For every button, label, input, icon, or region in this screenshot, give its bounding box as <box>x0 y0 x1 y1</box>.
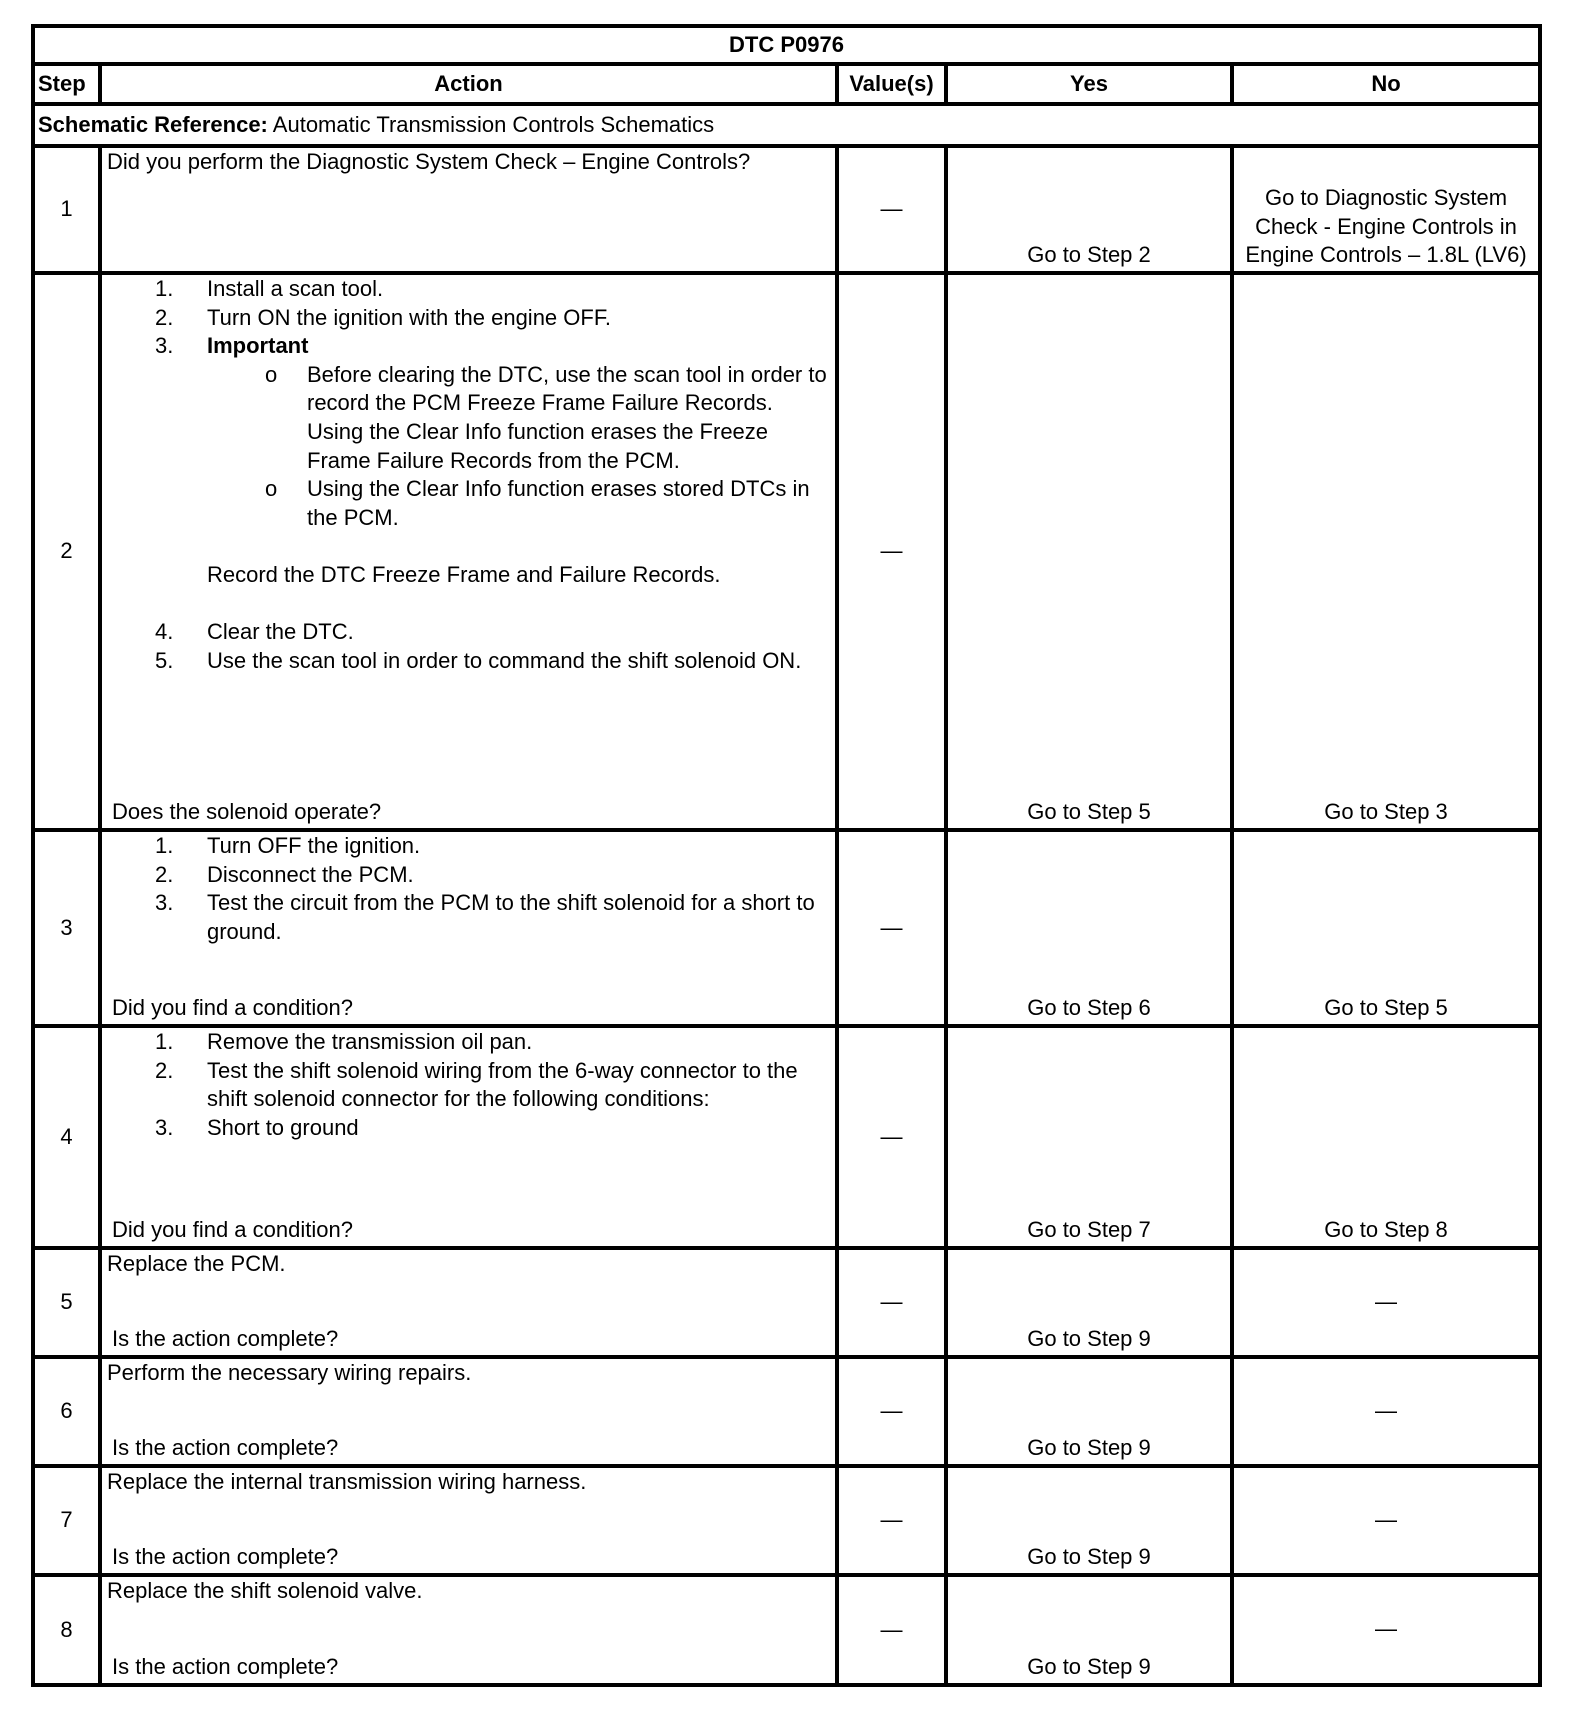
step-number: 3 <box>33 830 100 1026</box>
numbered-step <box>107 618 835 647</box>
action-content <box>107 1028 835 1246</box>
step-index: 1. <box>155 833 174 858</box>
action-text: Disconnect the PCM. <box>207 861 414 887</box>
bullet-item <box>107 475 835 532</box>
step-number: 7 <box>33 1466 100 1575</box>
table-row <box>33 1248 1540 1357</box>
yes-result[interactable]: Go to Step 5 <box>946 273 1232 830</box>
step-index: 5. <box>155 647 174 673</box>
step-index: 2. <box>155 861 174 887</box>
action-cell <box>100 1026 837 1248</box>
table-row <box>33 273 1540 830</box>
no-result: — <box>1232 1466 1540 1575</box>
no-result[interactable]: Go to Step 5 <box>1232 830 1540 1026</box>
action-question: Is the action complete? <box>112 1544 339 1570</box>
step-index: 1. <box>155 1029 174 1054</box>
action-text: Did you perform the Diagnostic System Check – Engine Controls? <box>107 149 751 174</box>
value-cell: — <box>837 1248 946 1357</box>
no-result: — <box>1232 1575 1540 1685</box>
yes-result[interactable]: Go to Step 6 <box>946 830 1232 1026</box>
action-text <box>107 148 835 177</box>
action-cell <box>100 1357 837 1466</box>
blank-line <box>107 532 835 561</box>
table-row <box>33 1026 1540 1248</box>
action-content <box>107 1468 835 1573</box>
numbered-step <box>107 647 835 676</box>
value-cell: — <box>837 1575 946 1685</box>
step-number: 6 <box>33 1357 100 1466</box>
action-question: Does the solenoid operate? <box>112 799 382 825</box>
step-index: 4. <box>155 619 174 645</box>
action-content <box>107 832 835 1024</box>
action-text <box>107 1577 835 1606</box>
table-row <box>33 1466 1540 1575</box>
value-cell: — <box>837 146 946 273</box>
action-content <box>107 275 835 828</box>
action-content <box>107 1577 835 1683</box>
bullet-icon: o <box>265 476 278 502</box>
action-text: Important <box>207 333 309 359</box>
numbered-step <box>107 1028 835 1057</box>
action-content <box>107 1250 835 1355</box>
action-text <box>107 1250 835 1279</box>
action-text: Turn ON the ignition with the engine OFF. <box>207 304 611 330</box>
action-text: Test the shift solenoid wiring from the 6-way connector to the shift solenoid connector for the following conditions: <box>207 1057 798 1112</box>
action-cell <box>100 1248 837 1357</box>
action-text: Before clearing the DTC, use the scan tool in order to record the PCM Freeze Frame Failure Records. Using the Clear Info function erases the Freeze Frame Failure Records from the PCM. <box>307 361 827 473</box>
schematic-label: Schematic Reference: <box>38 111 268 137</box>
action-text: Replace the PCM. <box>107 1251 286 1276</box>
table-row <box>33 146 1540 273</box>
yes-result[interactable]: Go to Step 9 <box>946 1466 1232 1575</box>
value-cell: — <box>837 1357 946 1466</box>
value-cell: — <box>837 830 946 1026</box>
yes-result[interactable]: Go to Step 9 <box>946 1357 1232 1466</box>
action-text: Install a scan tool. <box>207 276 384 301</box>
header-step: Step <box>33 64 100 104</box>
step-number: 1 <box>33 146 100 273</box>
action-cell <box>100 1575 837 1685</box>
table-row <box>33 1575 1540 1685</box>
diagnostic-table <box>31 24 1542 1687</box>
no-result: — <box>1232 1357 1540 1466</box>
table-row <box>33 830 1540 1026</box>
step-index: 2. <box>155 304 174 330</box>
action-text: Remove the transmission oil pan. <box>207 1029 533 1054</box>
schematic-reference <box>33 104 1540 146</box>
numbered-step <box>107 275 835 304</box>
numbered-step <box>107 1057 835 1114</box>
step-number: 2 <box>33 273 100 830</box>
numbered-step <box>107 889 835 946</box>
action-question: Is the action complete? <box>112 1326 339 1352</box>
value-cell: — <box>837 1026 946 1248</box>
value-cell: — <box>837 273 946 830</box>
yes-result[interactable]: Go to Step 9 <box>946 1575 1232 1685</box>
numbered-step <box>107 861 835 890</box>
header-values: Value(s) <box>837 64 946 104</box>
step-number: 5 <box>33 1248 100 1357</box>
step-index: 3. <box>155 890 174 916</box>
action-cell <box>100 1466 837 1575</box>
action-cell <box>100 273 837 830</box>
step-number: 4 <box>33 1026 100 1248</box>
header-yes: Yes <box>946 64 1232 104</box>
action-text: Test the circuit from the PCM to the shift solenoid for a short to ground. <box>207 890 815 944</box>
table-title: DTC P0976 <box>33 26 1540 64</box>
step-index: 3. <box>155 333 174 359</box>
bullet-item <box>107 361 835 475</box>
action-text: Use the scan tool in order to command the shift solenoid ON. <box>207 647 802 673</box>
step-number: 8 <box>33 1575 100 1685</box>
step-index: 1. <box>155 276 174 301</box>
action-text: Turn OFF the ignition. <box>207 833 421 858</box>
header-action: Action <box>100 64 837 104</box>
numbered-step <box>107 304 835 333</box>
action-text: Short to ground <box>207 1114 359 1140</box>
action-text: Record the DTC Freeze Frame and Failure Records. <box>207 561 721 587</box>
numbered-step <box>107 832 835 861</box>
yes-result[interactable]: Go to Step 7 <box>946 1026 1232 1248</box>
action-text <box>107 1468 835 1497</box>
table-row <box>33 1357 1540 1466</box>
action-text: Perform the necessary wiring repairs. <box>107 1360 472 1385</box>
action-cell <box>100 146 837 273</box>
action-content <box>107 1359 835 1464</box>
action-text: Using the Clear Info function erases stored DTCs in the PCM. <box>307 476 810 530</box>
schematic-link[interactable]: Automatic Transmission Controls Schematics <box>272 111 715 137</box>
action-question: Is the action complete? <box>112 1654 339 1680</box>
action-content <box>107 148 835 271</box>
action-question: Is the action complete? <box>112 1435 339 1461</box>
action-text: Clear the DTC. <box>207 619 354 645</box>
step-index: 2. <box>155 1057 174 1083</box>
no-result: — <box>1232 1248 1540 1357</box>
action-text: Replace the shift solenoid valve. <box>107 1578 423 1603</box>
value-cell: — <box>837 1466 946 1575</box>
action-cell <box>100 830 837 1026</box>
action-question: Did you find a condition? <box>112 1217 353 1243</box>
no-result[interactable]: Go to Step 3 <box>1232 273 1540 830</box>
bullet-icon: o <box>265 361 278 387</box>
no-result[interactable]: Go to Diagnostic System Check - Engine Controls in Engine Controls – 1.8L (LV6) <box>1232 146 1540 273</box>
no-result[interactable]: Go to Step 8 <box>1232 1026 1540 1248</box>
numbered-step <box>107 1114 835 1143</box>
yes-result[interactable]: Go to Step 2 <box>946 146 1232 273</box>
yes-result[interactable]: Go to Step 9 <box>946 1248 1232 1357</box>
action-question: Did you find a condition? <box>112 995 353 1021</box>
action-text: Replace the internal transmission wiring harness. <box>107 1469 587 1494</box>
action-text <box>107 1359 835 1388</box>
step-index: 3. <box>155 1114 174 1140</box>
numbered-step <box>107 332 835 361</box>
blank-line <box>107 590 835 619</box>
action-text <box>107 561 835 590</box>
header-no: No <box>1232 64 1540 104</box>
